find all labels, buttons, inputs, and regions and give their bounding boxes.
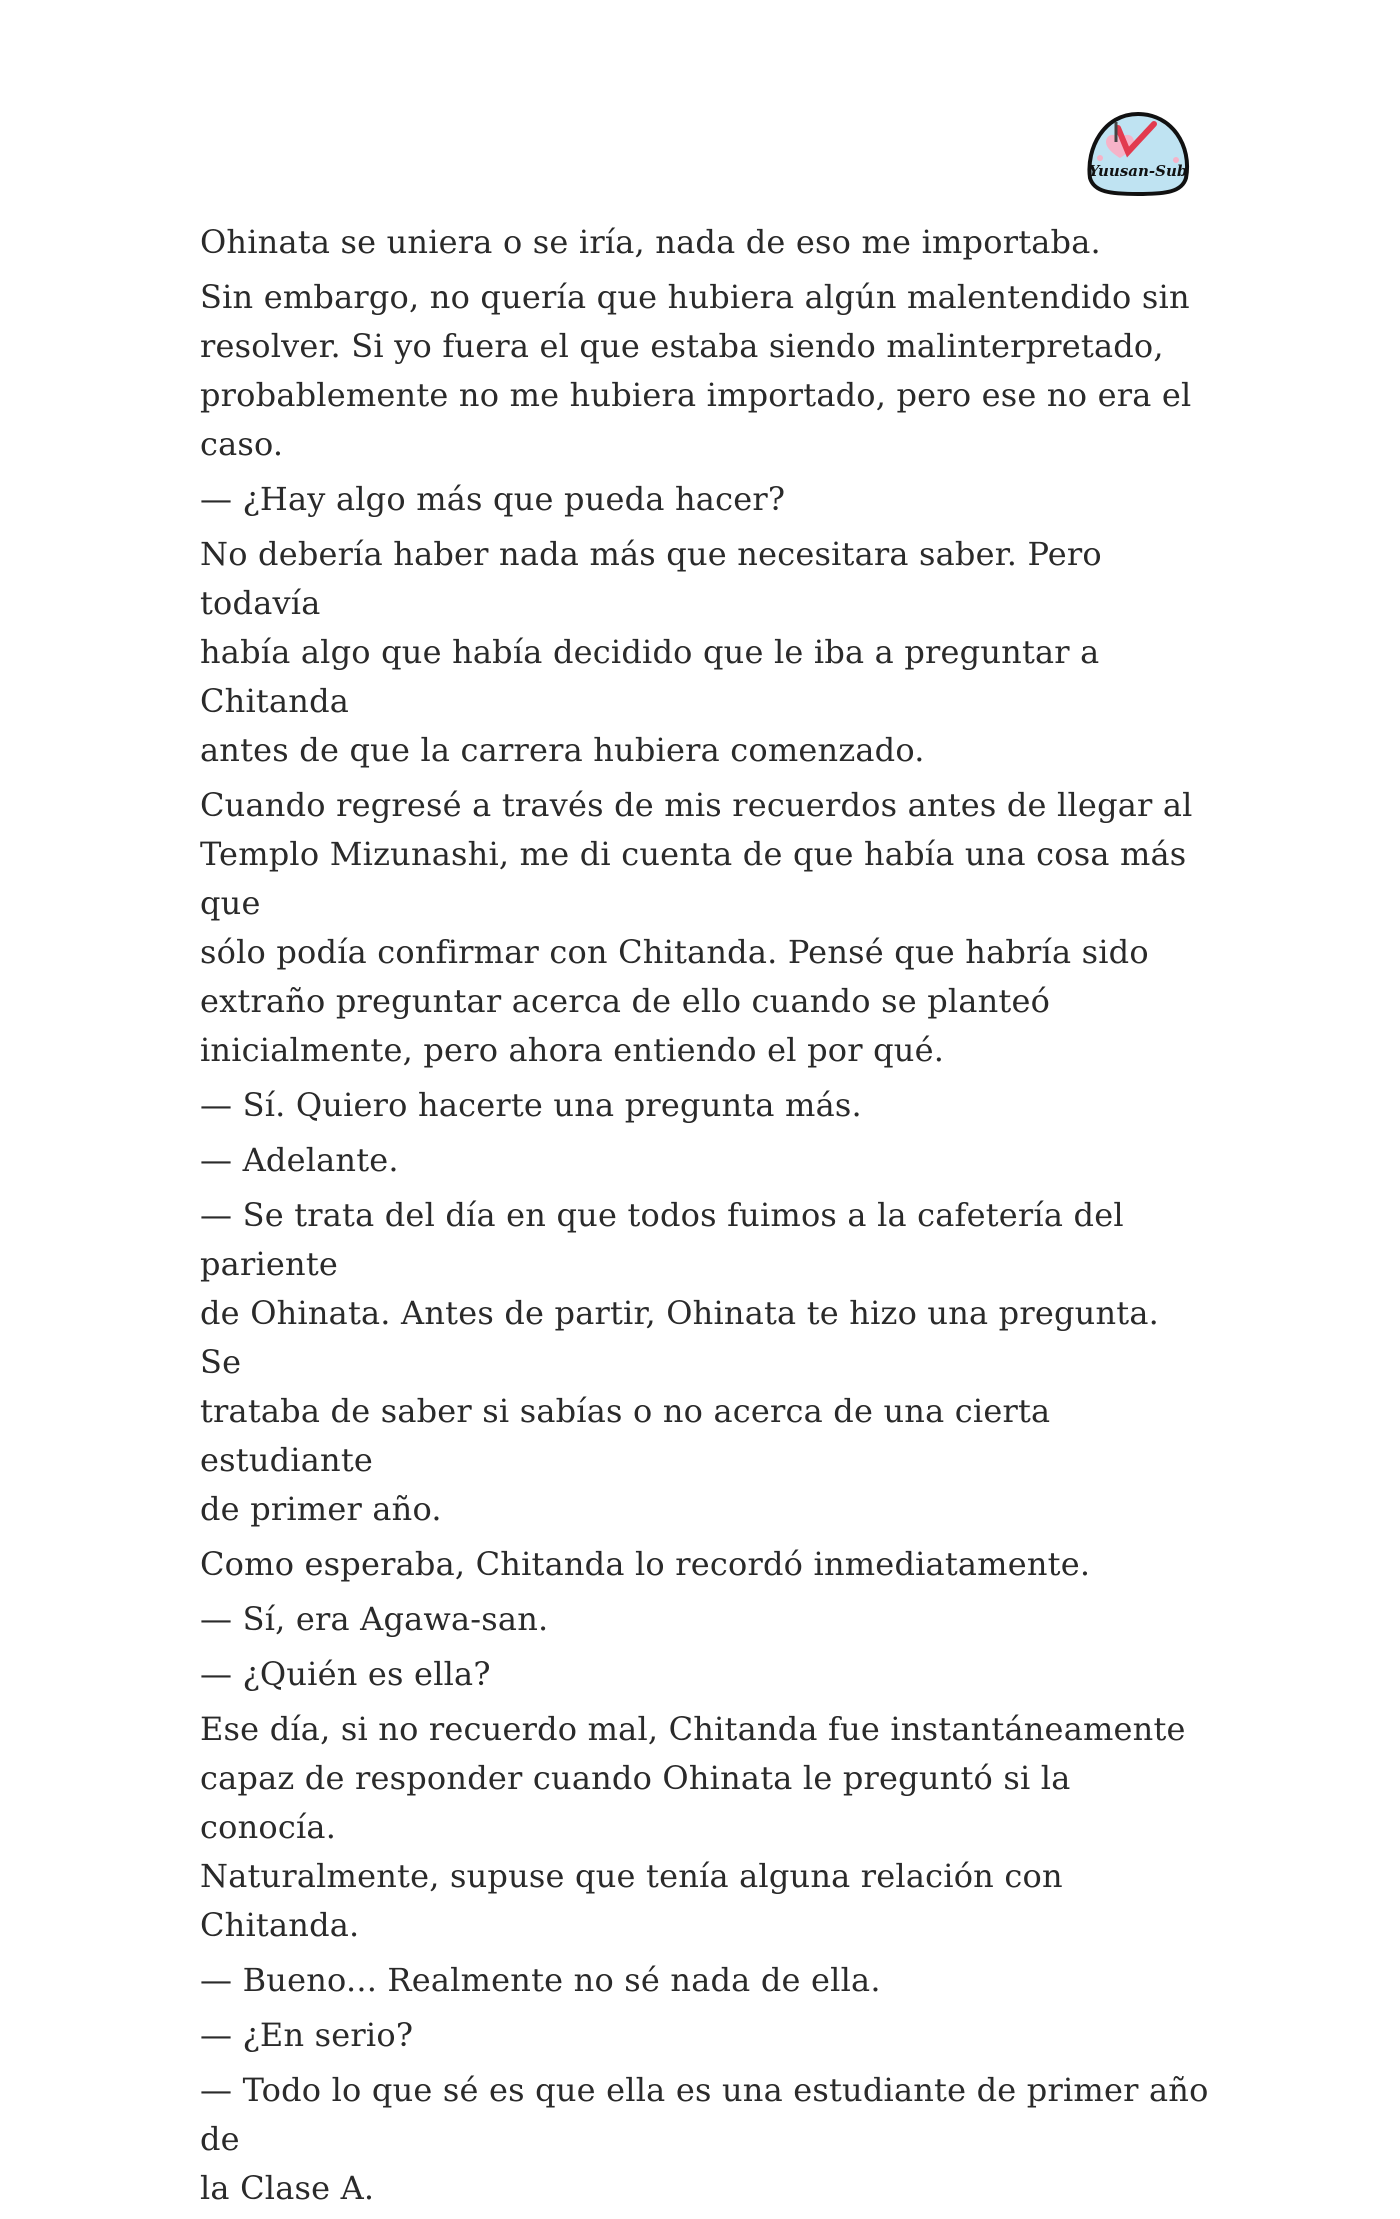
yuusan-sub-logo: [1080, 108, 1196, 198]
dialogue-line: — ¿En serio?: [200, 2016, 414, 2054]
dialogue-line: — Adelante.: [200, 1141, 399, 1179]
logo-badge: [1080, 108, 1196, 198]
paragraph: Sin embargo, no quería que hubiera algún malentendido sin resolver. Si yo fuera el que estaba siendo malinterpretado, probablemente no me hubiera importado, pero ese no era el caso.: [200, 278, 1192, 463]
dialogue-line: — Se trata del día en que todos fuimos a la cafetería del pariente de Ohinata. Antes de partir, Ohinata te hizo una pregunta. Se trataba de saber si sabías o no acerca de una cierta estudiante de primer año.: [200, 1196, 1160, 1528]
dialogue-line: — Bueno... Realmente no sé nada de ella.: [200, 1961, 881, 1999]
logo-text: Yuusan-Sub: [1088, 162, 1188, 180]
document-body: [200, 218, 1210, 2219]
paragraph: No debería haber nada más que necesitara saber. Pero todavía había algo que había decidido que le iba a preguntar a Chitanda antes de que la carrera hubiera comenzado.: [200, 535, 1102, 769]
dialogue-line: — Sí. Quiero hacerte una pregunta más.: [200, 1086, 862, 1124]
paragraph: Cuando regresé a través de mis recuerdos antes de llegar al Templo Mizunashi, me di cuenta de que había una cosa más que sólo podía confirmar con Chitanda. Pensé que habría sido extraño preguntar acerca de ello cuando se planteó inicialmente, pero ahora entiendo el por qué.: [200, 786, 1193, 1069]
paragraph: Ohinata se uniera o se iría, nada de eso me importaba.: [200, 223, 1101, 261]
paragraph: Como esperaba, Chitanda lo recordó inmediatamente.: [200, 1545, 1091, 1583]
dialogue-line: — Todo lo que sé es que ella es una estudiante de primer año de la Clase A.: [200, 2071, 1209, 2207]
paragraph: Ese día, si no recuerdo mal, Chitanda fue instantáneamente capaz de responder cuando Ohinata le preguntó si la conocía. Naturalmente, supuse que tenía alguna relación con Chitanda.: [200, 1710, 1186, 1944]
dialogue-line: — ¿Quién es ella?: [200, 1655, 491, 1693]
dialogue-line: — ¿Hay algo más que pueda hacer?: [200, 480, 786, 518]
dialogue-line: — Sí, era Agawa-san.: [200, 1600, 549, 1638]
